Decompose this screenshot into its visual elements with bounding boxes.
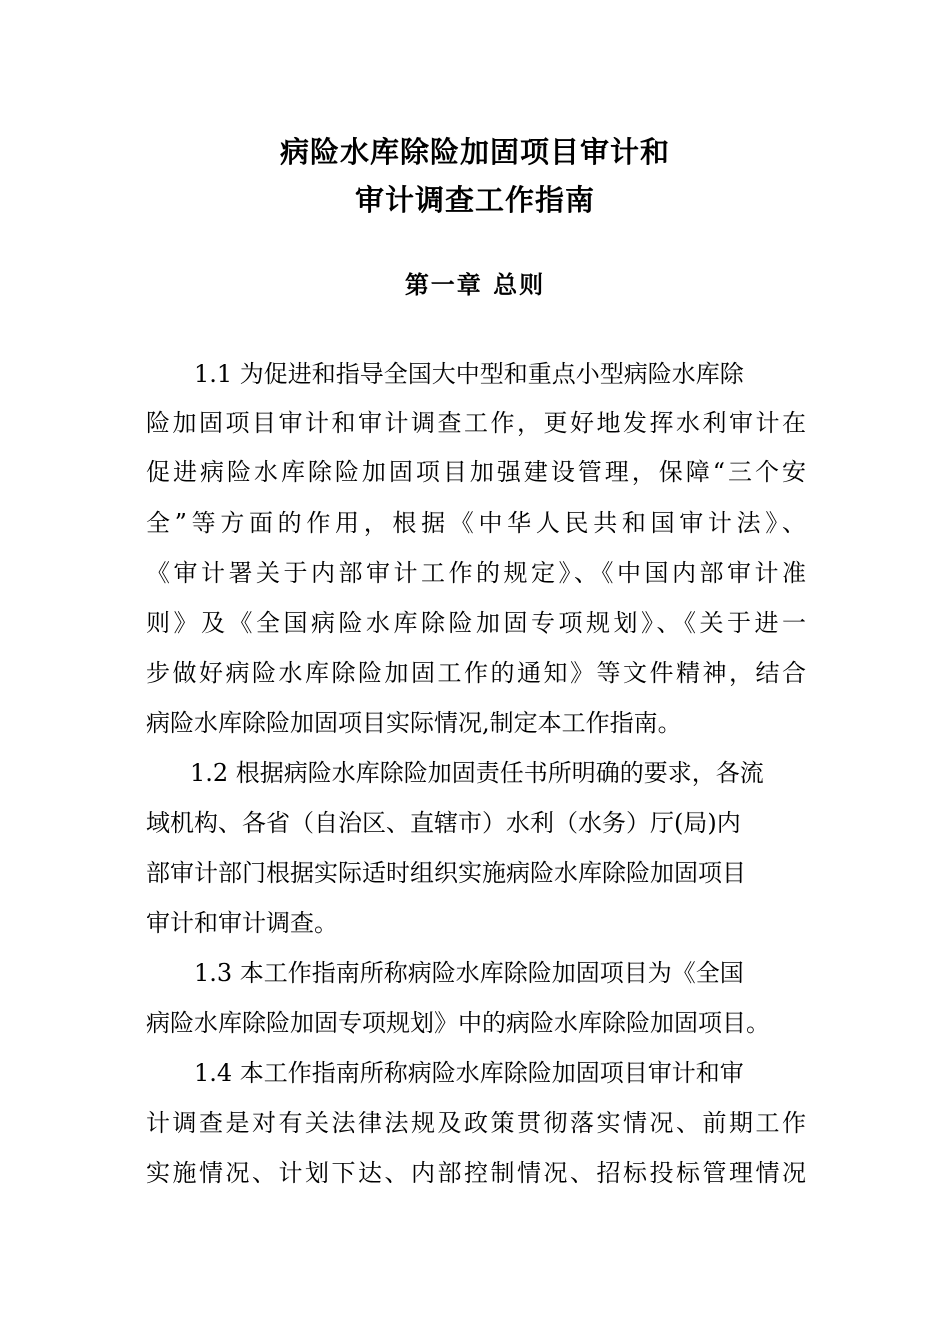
paragraph-line: 实施情况、计划下达、内部控制情况、招标投标管理情况 (146, 1159, 806, 1187)
paragraph-line: 病险水库除险加固专项规划》中的病险水库除险加固项目。 (146, 1009, 770, 1037)
paragraph-line: 1.4 本工作指南所称病险水库除险加固项目审计和审 (194, 1059, 744, 1087)
paragraph-line: 审计和审计调查。 (146, 909, 338, 937)
chapter-heading: 第一章 总则 (404, 271, 546, 299)
paragraph-line: 域机构、各省（自治区、直辖市）水利（水务）厅(局)内 (146, 809, 741, 837)
paragraph-line: 部审计部门根据实际适时组织实施病险水库除险加固项目 (146, 859, 746, 887)
paragraph-line: 险加固项目审计和审计调查工作，更好地发挥水利审计在 (146, 409, 806, 437)
paragraph-line: 计调查是对有关法律法规及政策贯彻落实情况、前期工作 (146, 1109, 806, 1137)
paragraph-line: 病险水库除险加固项目实际情况,制定本工作指南。 (146, 709, 682, 737)
paragraph-line: 1.3 本工作指南所称病险水库除险加固项目为《全国 (194, 959, 744, 987)
paragraph-line: 促进病险水库除险加固项目加强建设管理，保障“三个安 (146, 458, 806, 486)
paragraph-line: 全”等方面的作用，根据《中华人民共和国审计法》、 (146, 509, 806, 537)
paragraph-line: 1.1 为促进和指导全国大中型和重点小型病险水库除 (194, 360, 744, 388)
paragraph-line: 则》及《全国病险水库除险加固专项规划》、《关于进一 (146, 609, 806, 637)
paragraph-line: 1.2 根据病险水库除险加固责任书所明确的要求，各流 (190, 759, 764, 787)
paragraph-line: 步做好病险水库除险加固工作的通知》等文件精神，结合 (146, 659, 806, 687)
document-title-line-2: 审计调查工作指南 (354, 183, 595, 217)
paragraph-line: 《审计署关于内部审计工作的规定》、《中国内部审计准 (146, 559, 806, 587)
document-title-line-1: 病险水库除险加固项目审计和 (279, 135, 670, 169)
